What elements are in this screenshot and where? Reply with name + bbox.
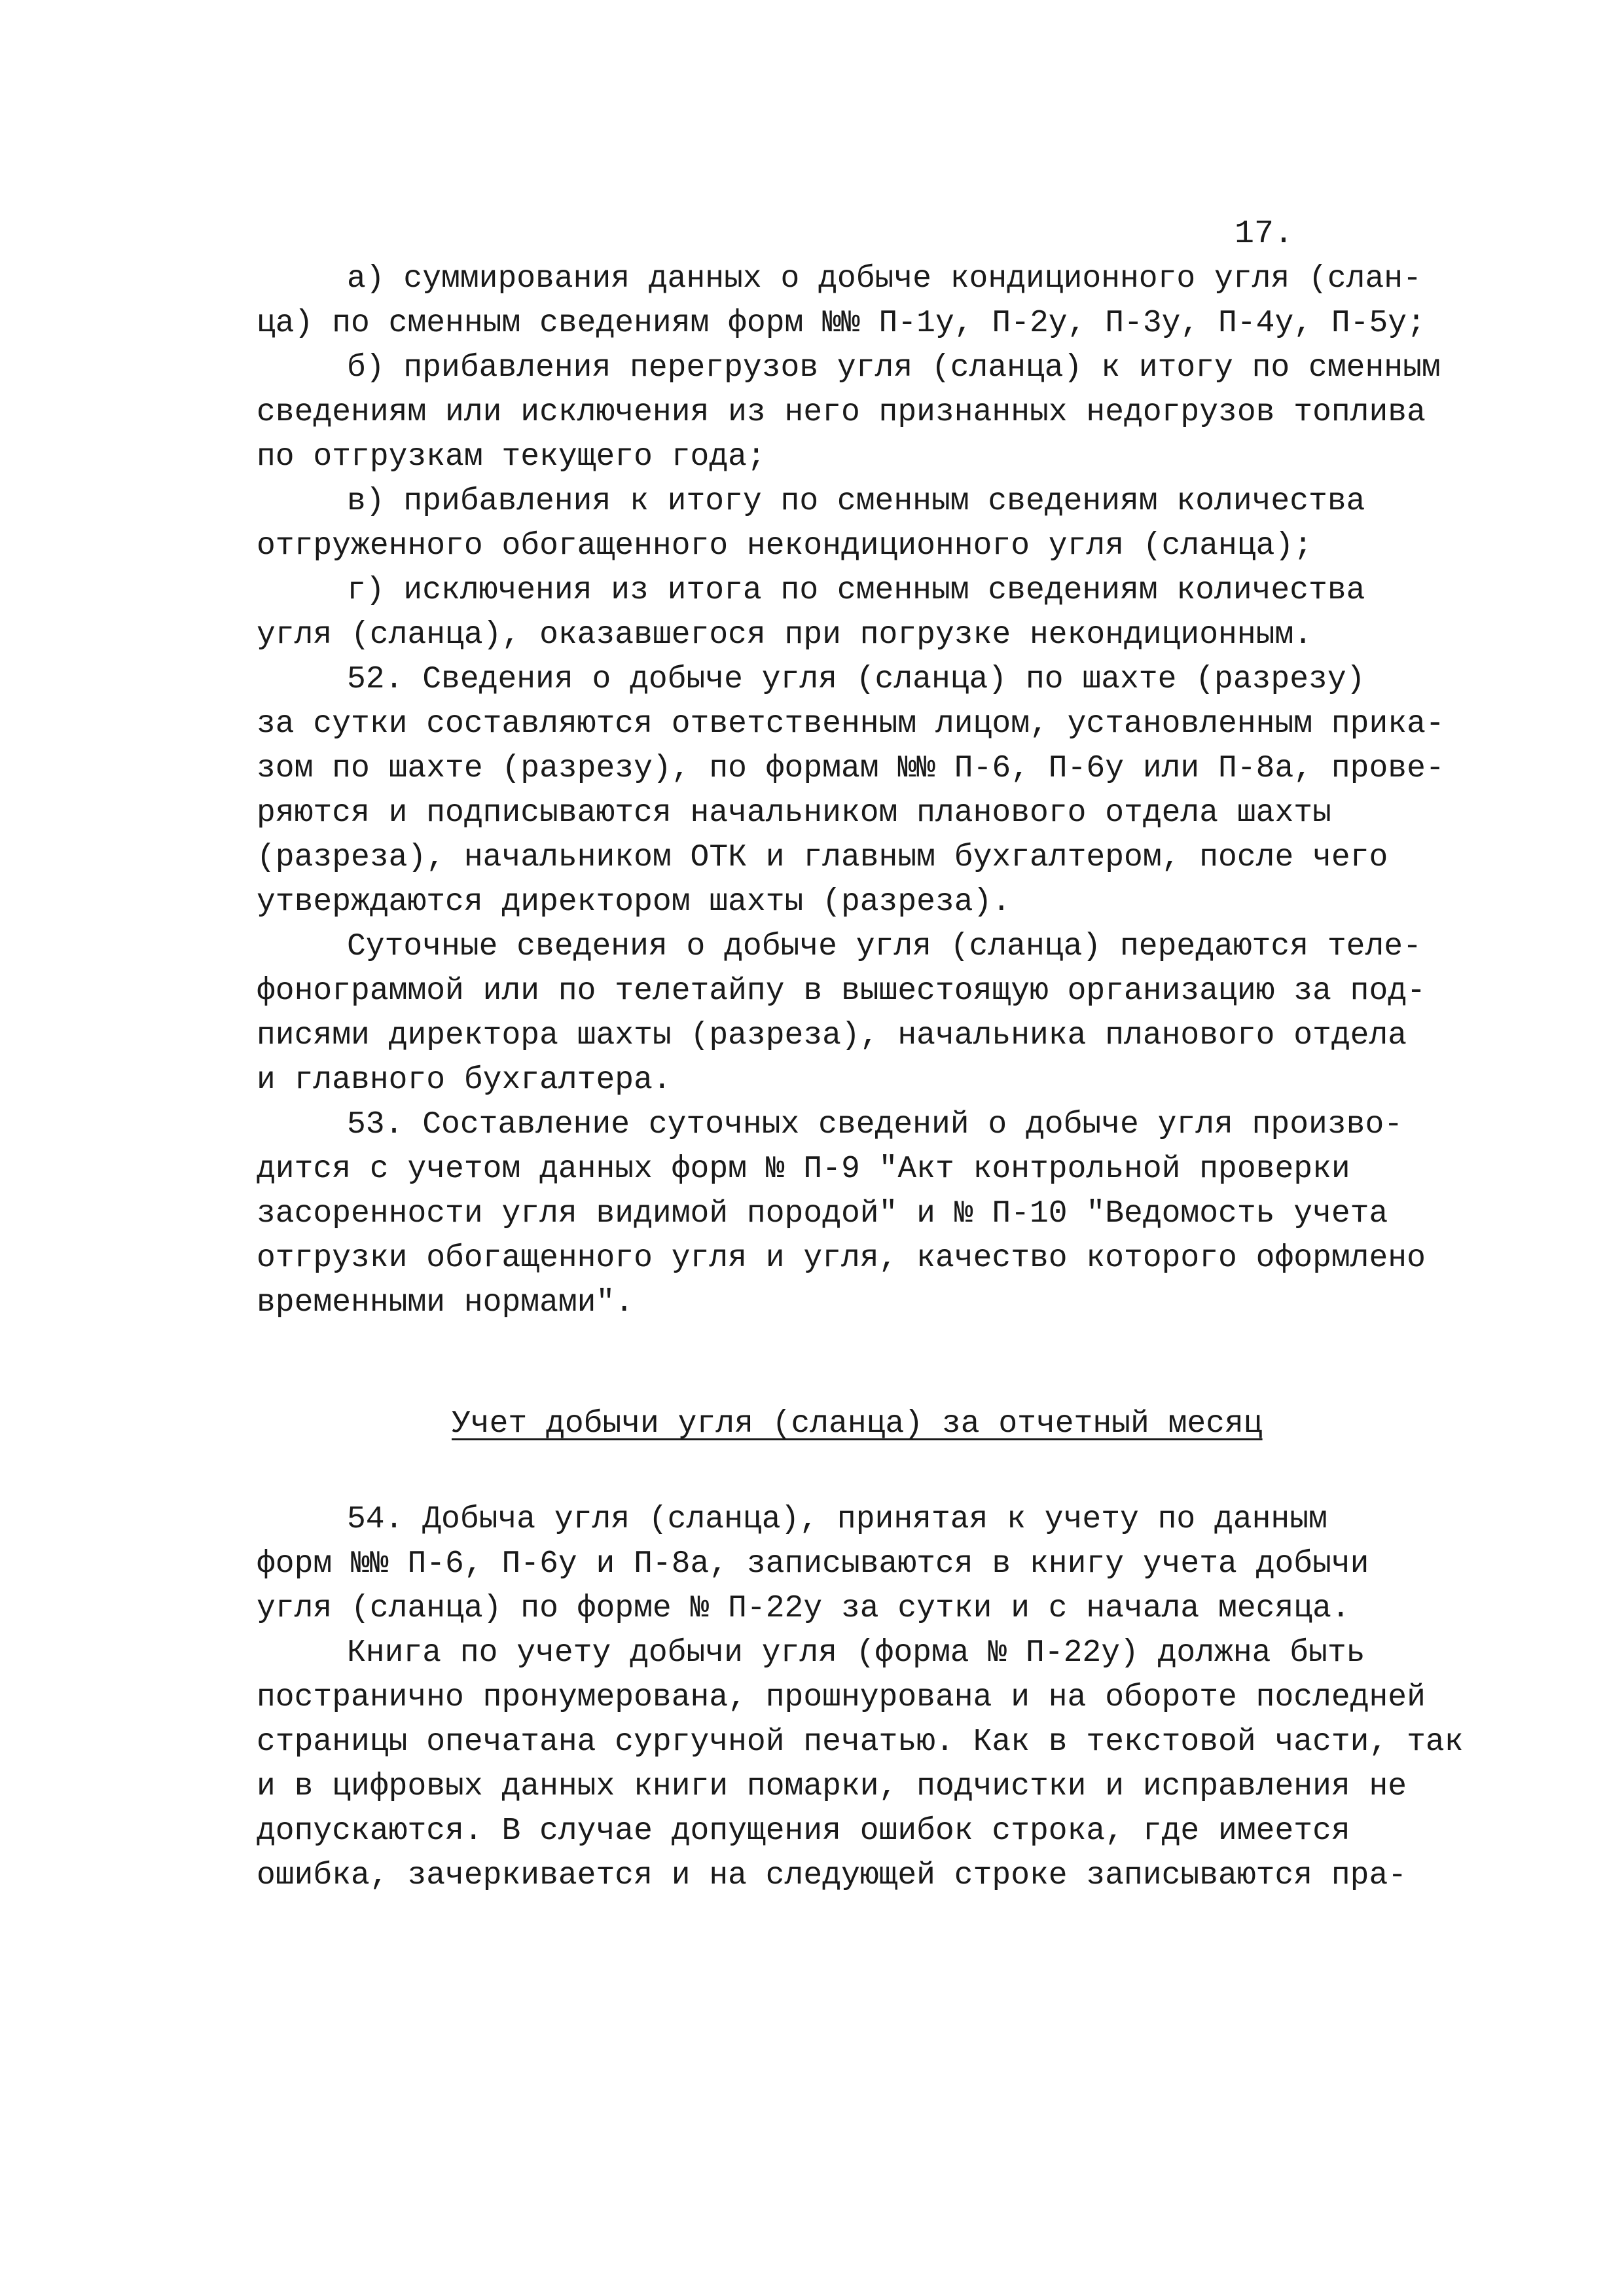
text-line: и главного бухгалтера. — [257, 1063, 672, 1098]
text-line: 54. Добыча угля (сланца), принятая к учету по данным — [347, 1502, 1327, 1537]
text-line: а) суммирования данных о добыче кондиционного угля (слан- — [347, 261, 1422, 297]
text-line: постранично пронумерована, прошнурована и на обороте последней — [257, 1680, 1426, 1715]
text-line: 52. Сведения о добыче угля (сланца) по шахте (разрезу) — [347, 662, 1365, 697]
text-line: по отгрузкам текущего года; — [257, 439, 766, 475]
text-line: угля (сланца), оказавшегося при погрузке некондиционным. — [257, 617, 1313, 653]
section-heading: Учет добычи угля (сланца) за отчетный месяц — [452, 1406, 1263, 1442]
text-line: Книга по учету добычи угля (форма № П-22у) должна быть — [347, 1635, 1365, 1671]
text-line: угля (сланца) по форме № П-22у за сутки и с начала месяца. — [257, 1591, 1350, 1626]
text-line: ошибка, зачеркивается и на следующей строке записываются пра- — [257, 1858, 1407, 1893]
text-line: сведениям или исключения из него признанных недогрузов топлива — [257, 395, 1426, 430]
page-number: 17. — [1235, 215, 1294, 253]
text-line: в) прибавления к итогу по сменным сведениям количества — [347, 484, 1365, 519]
text-line: дится с учетом данных форм № П-9 "Акт контрольной проверки — [257, 1152, 1350, 1187]
text-line: за сутки составляются ответственным лицом, установленным прика- — [257, 706, 1445, 742]
text-line: зом по шахте (разрезу), по формам №№ П-6, П-6у или П-8а, прове- — [257, 751, 1445, 786]
text-line: засоренности угля видимой породой" и № П-10 "Ведомость учета — [257, 1196, 1388, 1231]
text-line: г) исключения из итога по сменным сведениям количества — [347, 573, 1365, 608]
text-line: форм №№ П-6, П-6у и П-8а, записываются в книгу учета добычи — [257, 1546, 1369, 1582]
text-line: страницы опечатана сургучной печатью. Как в текстовой части, так — [257, 1724, 1464, 1760]
text-line: отгруженного обогащенного некондиционного угля (сланца); — [257, 528, 1313, 564]
text-line: временными нормами". — [257, 1285, 634, 1321]
text-line: фонограммой или по телетайпу в вышестоящую организацию за под- — [257, 974, 1426, 1009]
text-line: ца) по сменным сведениям форм №№ П-1у, П-2у, П-3у, П-4у, П-5у; — [257, 306, 1426, 341]
text-line: писями директора шахты (разреза), начальника планового отдела — [257, 1018, 1407, 1053]
text-line: ряются и подписываются начальником планового отдела шахты — [257, 795, 1331, 831]
text-line: б) прибавления перегрузов угля (сланца) к итогу по сменным — [347, 350, 1441, 386]
text-line: Суточные сведения о добыче угля (сланца) передаются теле- — [347, 929, 1422, 964]
text-line: отгрузки обогащенного угля и угля, качество которого оформлено — [257, 1241, 1426, 1276]
text-line: и в цифровых данных книги помарки, подчистки и исправления не — [257, 1769, 1407, 1804]
text-line: 53. Составление суточных сведений о добыче угля произво- — [347, 1107, 1403, 1142]
text-line: утверждаются директором шахты (разреза). — [257, 884, 1011, 920]
text-line: (разреза), начальником ОТК и главным бухгалтером, после чего — [257, 840, 1388, 875]
text-line: допускаются. В случае допущения ошибок строка, где имеется — [257, 1813, 1350, 1849]
